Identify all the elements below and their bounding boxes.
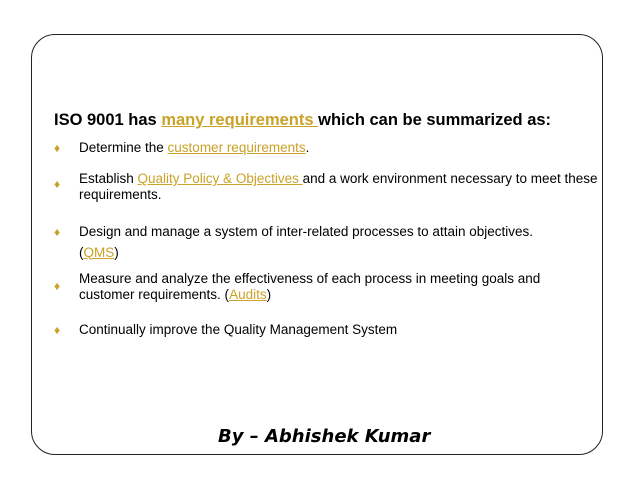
quality-policy-objectives-link[interactable]: Quality Policy & Objectives (137, 171, 303, 186)
bullet-text-post: and a work environment necessary to meet these requirements. (79, 171, 598, 202)
audits-link[interactable]: Audits (229, 286, 267, 302)
bullet-text-post: ) (114, 244, 119, 260)
bullet-text (79, 224, 599, 260)
bullet-text-pre: Measure and analyze the effectiveness of each process in meeting goals and customer requirements. ( (79, 271, 541, 302)
heading-suffix: which can be summarized as: (318, 111, 552, 129)
bullet-text-main: Design and manage a system of inter-related processes to attain objectives. (79, 224, 533, 239)
bullet-text-pre: ( (79, 244, 84, 260)
bullet-text (79, 271, 599, 302)
bullet-text-pre: Determine the (79, 140, 168, 155)
diamond-bullet-icon: ♦ (54, 323, 61, 337)
bullet-text (79, 171, 599, 202)
many-requirements-link[interactable]: many requirements (161, 111, 319, 129)
slide-heading (54, 110, 614, 130)
qms-link[interactable]: QMS (83, 244, 115, 260)
diamond-bullet-icon: ♦ (54, 177, 61, 191)
heading-prefix: ISO 9001 has (54, 111, 162, 129)
diamond-bullet-icon: ♦ (54, 225, 61, 239)
bullet-text (79, 140, 599, 156)
customer-requirements-link[interactable]: customer requirements (167, 140, 306, 155)
diamond-bullet-icon: ♦ (54, 279, 61, 293)
bullet-text-post: . (305, 140, 310, 155)
bullet-text-pre: Establish (79, 171, 138, 186)
bullet-text-post: ) (266, 286, 272, 302)
author-credit: By – Abhishek Kumar (218, 426, 431, 447)
diamond-bullet-icon: ♦ (54, 141, 61, 155)
bullet-text-line2 (79, 245, 599, 261)
bullet-text: Continually improve the Quality Management System (79, 322, 398, 337)
